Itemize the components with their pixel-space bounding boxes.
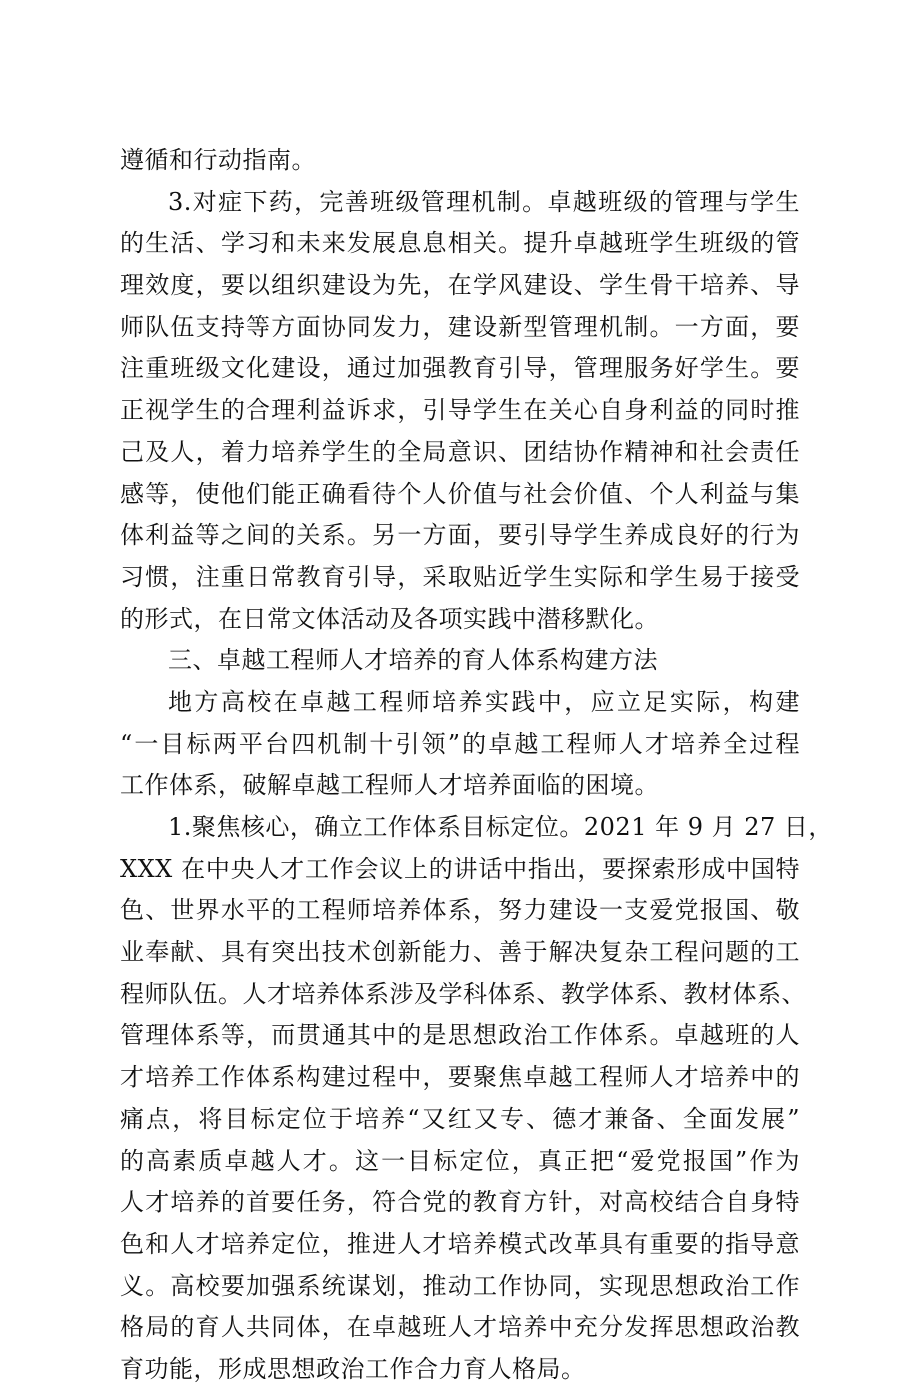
text-line: 师队伍支持等方面协同发力，建设新型管理机制。一方面，要	[120, 312, 800, 341]
text-line: 业奉献、具有突出技术创新能力、善于解决复杂工程问题的工	[120, 938, 800, 967]
text-line: 程师队伍。人才培养体系涉及学科体系、教学体系、教材体系、	[120, 979, 806, 1008]
text-line: 色和人才培养定位，推进人才培养模式改革具有重要的指导意	[120, 1229, 800, 1258]
text-line: 格局的育人共同体，在卓越班人才培养中充分发挥思想政治教	[120, 1313, 800, 1342]
text-line: 育功能，形成思想政治工作合力育人格局。	[120, 1354, 586, 1383]
text-line: 义。高校要加强系统谋划，推动工作协同，实现思想政治工作	[120, 1271, 800, 1300]
text-line: 人才培养的首要任务，符合党的教育方针，对高校结合自身特	[120, 1188, 800, 1217]
text-line: 管理体系等，而贯通其中的是思想政治工作体系。卓越班的人	[120, 1021, 800, 1050]
text-line: 注重班级文化建设，通过加强教育引导，管理服务好学生。要	[120, 354, 800, 383]
text-line: 1.聚焦核心，确立工作体系目标定位。2021 年 9 月 27 日，	[168, 813, 833, 841]
document-body	[120, 140, 833, 1391]
text-line: 的形式，在日常文体活动及各项实践中潜移默化。	[120, 604, 659, 633]
text-line: 的生活、学习和未来发展息息相关。提升卓越班学生班级的管	[120, 229, 800, 258]
text-line: XXX 在中央人才工作会议上的讲话中指出，要探索形成中国特	[120, 854, 800, 883]
text-line: 习惯，注重日常教育引导，采取贴近学生实际和学生易于接受	[120, 562, 800, 591]
text-line: 理效度，要以组织建设为先，在学风建设、学生骨干培养、导	[120, 271, 800, 300]
text-line: 正视学生的合理利益诉求，引导学生在关心自身利益的同时推	[120, 396, 800, 425]
text-line: 三、卓越工程师人才培养的育人体系构建方法	[168, 646, 658, 675]
text-line: 色、世界水平的工程师培养体系，努力建设一支爱党报国、敬	[120, 896, 800, 925]
text-line: 体利益等之间的关系。另一方面，要引导学生养成良好的行为	[120, 521, 800, 550]
text-line: 地方高校在卓越工程师培养实践中，应立足实际，构建	[168, 687, 800, 716]
text-line: 己及人，着力培养学生的全局意识、团结协作精神和社会责任	[120, 437, 800, 466]
text-line: 感等，使他们能正确看待个人价值与社会价值、个人利益与集	[120, 479, 800, 508]
text-line: 才培养工作体系构建过程中，要聚焦卓越工程师人才培养中的	[120, 1063, 800, 1092]
text-line: 遵循和行动指南。	[120, 146, 316, 174]
text-line: 的高素质卓越人才。这一目标定位，真正把“爱党报国”作为	[120, 1146, 800, 1175]
text-line: “一目标两平台四机制十引领”的卓越工程师人才培养全过程	[120, 729, 800, 758]
text-line: 3.对症下药，完善班级管理机制。卓越班级的管理与学生	[168, 187, 800, 216]
text-line: 工作体系，破解卓越工程师人才培养面临的困境。	[120, 771, 659, 800]
text-line: 痛点，将目标定位于培养“又红又专、德才兼备、全面发展”	[120, 1104, 800, 1133]
